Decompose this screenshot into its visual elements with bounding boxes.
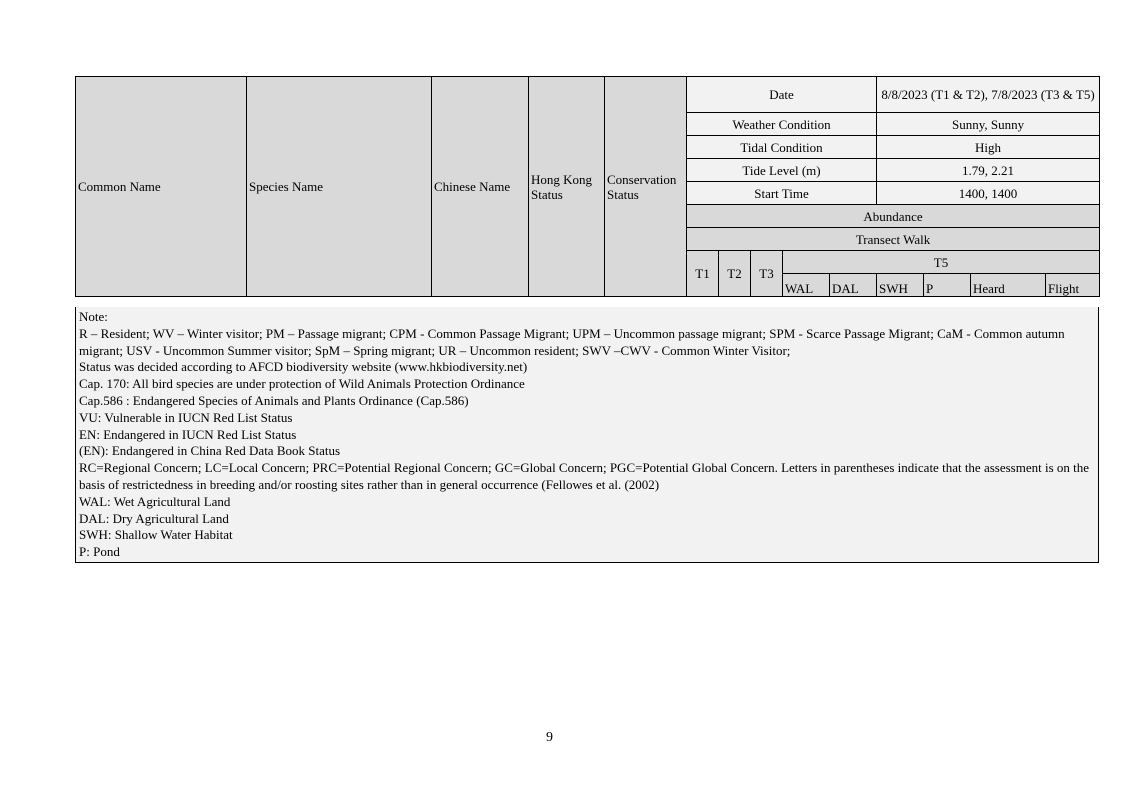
weather-value: Sunny, Sunny (877, 113, 1100, 136)
t5-col-p: P (924, 274, 971, 297)
header-chinese-name: Chinese Name (432, 77, 529, 297)
header-conservation-status: Conservation Status (605, 77, 687, 297)
t5-col-heard: Heard (971, 274, 1046, 297)
header-common-name: Common Name (76, 77, 247, 297)
tide-label: Tide Level (m) (687, 159, 877, 182)
abundance-header: Abundance (687, 205, 1100, 228)
note-line: WAL: Wet Agricultural Land (79, 493, 231, 509)
note-line: EN: Endangered in IUCN Red List Status (79, 426, 297, 442)
note-line: R – Resident; WV – Winter visitor; PM – Passage migrant; CPM - Common Passage Migrant; UPM – Uncommon passage migrant; SPM - Scarce Passage Migrant; CaM - Common autumn migrant; USV - Uncommon Summer visitor; SpM – Spring migrant; UR – Uncommon resident; SWV –CWV - Common Winter Visitor; (79, 325, 1065, 358)
note-line: VU: Vulnerable in IUCN Red List Status (79, 409, 293, 425)
start-value: 1400, 1400 (877, 182, 1100, 205)
note-line: RC=Regional Concern; LC=Local Concern; PRC=Potential Regional Concern; GC=Global Concern; PGC=Potential Global Concern. Letters in parentheses indicate that the assessment is on the basis of restrictedness in breeding and/or roosting sites rather than in general occurrence (Fellowes et al. (2002) (79, 460, 1090, 492)
transect-t1: T1 (687, 251, 719, 297)
note-line: SWH: Shallow Water Habitat (79, 527, 233, 543)
date-label: Date (687, 77, 877, 113)
header-species-name: Species Name (247, 77, 432, 297)
tidal-value: High (877, 136, 1100, 159)
note-line: Status was decided according to AFCD biodiversity website (www.hkbiodiversity.net) (79, 359, 528, 375)
transect-t2: T2 (719, 251, 751, 297)
t5-col-wal: WAL (783, 274, 830, 297)
t5-col-swh: SWH (877, 274, 924, 297)
t5-col-dal: DAL (830, 274, 877, 297)
note-line: Cap.586 : Endangered Species of Animals and Plants Ordinance (Cap.586) (79, 392, 469, 408)
t5-col-flight: Flight (1046, 274, 1100, 297)
transect-walk-header: Transect Walk (687, 228, 1100, 251)
transect-t3: T3 (751, 251, 783, 297)
note-line: (EN): Endangered in China Red Data Book Status (79, 443, 341, 459)
start-label: Start Time (687, 182, 877, 205)
note-line: P: Pond (79, 544, 120, 560)
header-hk-status: Hong Kong Status (529, 77, 605, 297)
tidal-label: Tidal Condition (687, 136, 877, 159)
note-line: DAL: Dry Agricultural Land (79, 510, 229, 526)
weather-label: Weather Condition (687, 113, 877, 136)
page-number: 9 (546, 730, 553, 745)
survey-table (75, 76, 1100, 297)
transect-t5: T5 (783, 251, 1100, 274)
note-line: Cap. 170: All bird species are under protection of Wild Animals Protection Ordinance (79, 376, 525, 392)
note-line: Note: (79, 309, 108, 324)
date-value: 8/8/2023 (T1 & T2), 7/8/2023 (T3 & T5) (877, 77, 1100, 113)
tide-value: 1.79, 2.21 (877, 159, 1100, 182)
notes-box (75, 307, 1099, 563)
